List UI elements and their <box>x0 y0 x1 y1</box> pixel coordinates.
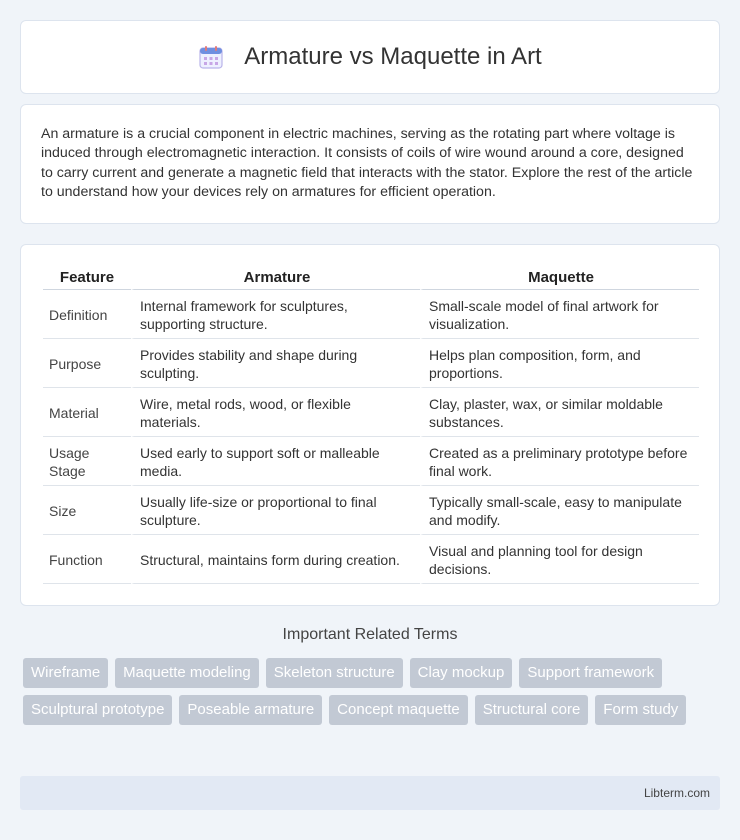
tag-structural-core[interactable]: Structural core <box>475 695 589 725</box>
row-feature: Purpose <box>43 339 131 388</box>
row-armature: Wire, metal rods, wood, or flexible materials. <box>131 388 420 437</box>
row-feature: Definition <box>43 290 131 339</box>
header-maquette: Maquette <box>420 265 699 290</box>
tag-clay-mockup[interactable]: Clay mockup <box>410 658 513 688</box>
row-maquette: Visual and planning tool for design decisions. <box>420 535 699 584</box>
page-title: Armature vs Maquette in Art <box>244 43 542 70</box>
row-armature: Usually life-size or proportional to final sculpture. <box>131 486 420 535</box>
row-feature: Usage Stage <box>43 437 131 486</box>
row-maquette: Clay, plaster, wax, or similar moldable substances. <box>420 388 699 437</box>
table-row <box>43 339 699 388</box>
table-row <box>43 388 699 437</box>
calendar-icon <box>198 44 224 70</box>
tag-concept-maquette[interactable]: Concept maquette <box>329 695 468 725</box>
comparison-table <box>43 265 699 584</box>
header-armature: Armature <box>131 265 420 290</box>
row-maquette: Helps plan composition, form, and proportions. <box>420 339 699 388</box>
row-feature: Function <box>43 535 131 584</box>
footer-site-link[interactable]: Libterm.com <box>643 786 710 800</box>
tag-skeleton-structure[interactable]: Skeleton structure <box>266 658 403 688</box>
row-armature: Provides stability and shape during sculpting. <box>131 339 420 388</box>
row-feature: Size <box>43 486 131 535</box>
row-maquette: Created as a preliminary prototype before final work. <box>420 437 699 486</box>
row-maquette: Small-scale model of final artwork for visualization. <box>420 290 699 339</box>
related-terms-tags <box>23 658 713 725</box>
table-row <box>43 535 699 584</box>
row-armature: Structural, maintains form during creation. <box>131 535 420 584</box>
row-armature: Internal framework for sculptures, supporting structure. <box>131 290 420 339</box>
tag-sculptural-prototype[interactable]: Sculptural prototype <box>23 695 172 725</box>
table-header-row <box>43 265 699 290</box>
tag-maquette-modeling[interactable]: Maquette modeling <box>115 658 259 688</box>
footer <box>20 776 720 810</box>
table-row <box>43 486 699 535</box>
comparison-table-card <box>20 244 720 606</box>
row-maquette: Typically small-scale, easy to manipulate and modify. <box>420 486 699 535</box>
intro-card <box>20 104 720 224</box>
row-armature: Used early to support soft or malleable media. <box>131 437 420 486</box>
table-row <box>43 290 699 339</box>
tag-support-framework[interactable]: Support framework <box>519 658 662 688</box>
row-feature: Material <box>43 388 131 437</box>
intro-paragraph: An armature is a crucial component in electric machines, serving as the rotating part where voltage is induced through electromagnetic interaction. It consists of coils of wire wound around a core, designed to carry current and generate a magnetic field that interacts with the stator. Explore the rest of the article to understand how your devices rely on armatures for efficient operation. <box>41 126 693 201</box>
tag-poseable-armature[interactable]: Poseable armature <box>179 695 322 725</box>
tag-wireframe[interactable]: Wireframe <box>23 658 108 688</box>
table-row <box>43 437 699 486</box>
header-card <box>20 20 720 94</box>
related-terms-title: Important Related Terms <box>282 626 458 643</box>
tag-form-study[interactable]: Form study <box>595 695 686 725</box>
header-feature: Feature <box>43 265 131 290</box>
